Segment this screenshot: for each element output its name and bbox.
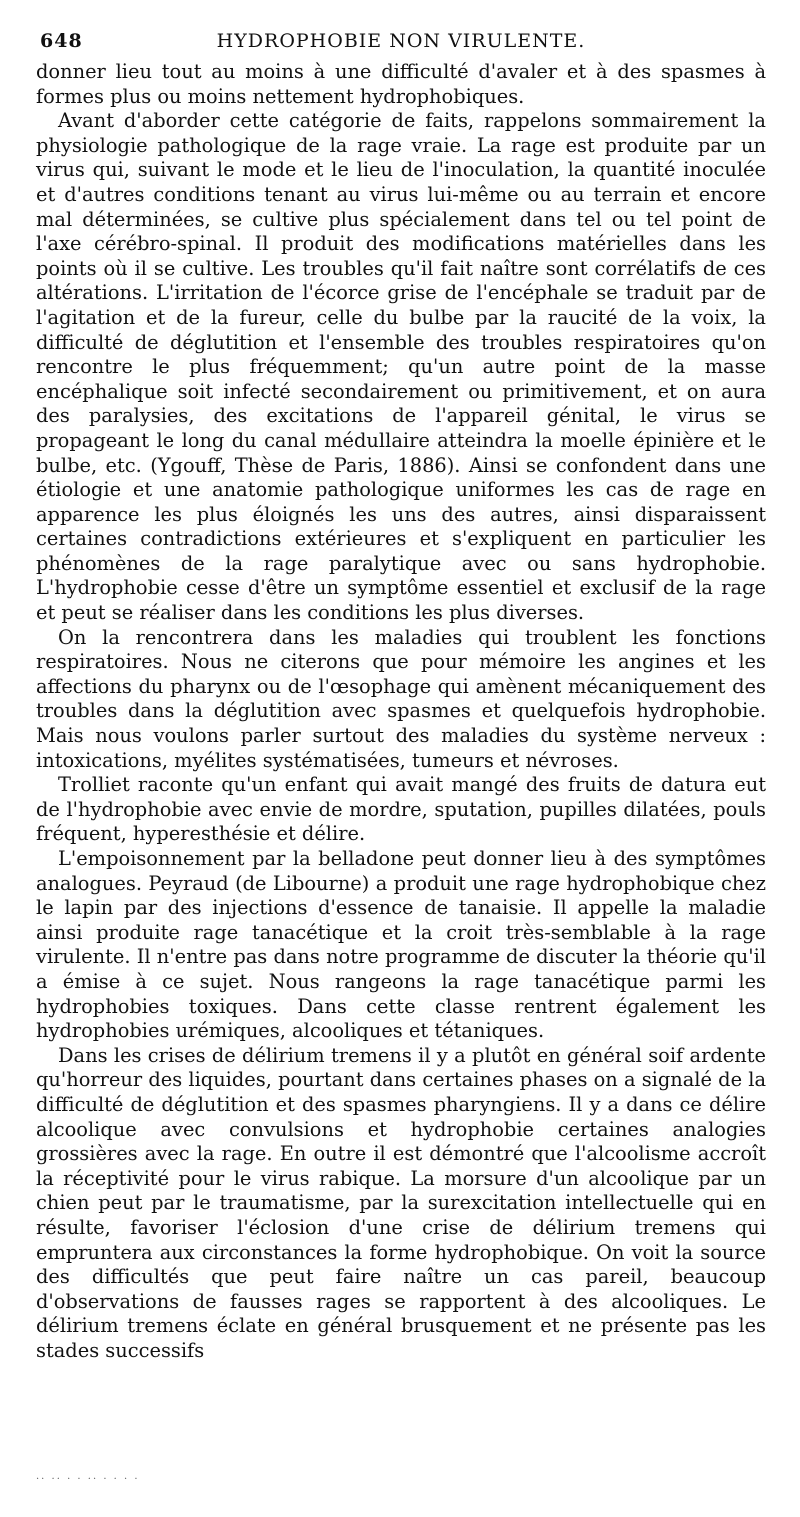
paragraph-physiology: Avant d'aborder cette catégorie de faits, rappelons sommairement la physiologie pathologique de la rage vraie. La rage est produite par un virus qui, suivant le mode et le lieu de l'inoculation, la quantité inoculée et d'autres conditions tenant au virus lui-même ou au terrain et encore mal déterminées, se cultive plus spécialement dans tel ou tel point de l'axe cérébro-spinal. Il produit des modifications matérielles dans les points où il se cultive. Les troubles qu'il fait naître sont corrélatifs de ces altérations. L'irritation de l'écorce grise de l'encéphale se traduit par de l'agitation et de la fureur, celle du bulbe par la raucité de la voix, la difficulté de déglutition et l'ensemble des troubles respiratoires qu'on rencontre le plus fréquemment; qu'un autre point de la masse encéphalique soit infecté secondairement ou primitivement, et on aura des paralysies, des excitations de l'appareil génital, le virus se propageant le long du canal médullaire atteindra la moelle épinière et le bulbe, etc. (Ygouff, Thèse de Paris, 1886). Ainsi se confondent dans une étiologie et une anatomie pathologique uniformes les cas de rage en apparence les plus éloignés les uns des autres, ainsi disparaissent certaines contradictions extérieures et s'expliquent en particulier les phénomènes de la rage paralytique avec ou sans hydrophobie. L'hydrophobie cesse d'être un symptôme essentiel et exclusif de la rage et peut se réaliser dans les conditions les plus diverses. bbox=[36, 109, 766, 625]
paragraph-respiratory-diseases: On la rencontrera dans les maladies qui troublent les fonctions respiratoires. Nous ne citerons que pour mémoire les angines et les affections du pharynx ou de l'œsophage qui amènent mécaniquement des troubles dans la déglutition avec spasmes et quelquefois hydrophobie. Mais nous voulons parler surtout des maladies du système nerveux : intoxications, myélites systématisées, tumeurs et névroses. bbox=[36, 625, 766, 772]
running-title: HYDROPHOBIE NON VIRULENTE. bbox=[216, 30, 586, 52]
body-text bbox=[36, 60, 766, 1363]
paragraph-continuation: donner lieu tout au moins à une difficulté d'avaler et à des spasmes à formes plus ou moins nettement hydrophobiques. bbox=[36, 60, 766, 108]
paragraph-delirium-tremens: Dans les crises de délirium tremens il y a plutôt en général soif ardente qu'horreur des liquides, pourtant dans certaines phases on a signalé de la difficulté de déglutition et des spasmes pharyngiens. Il y a dans ce délire alcoolique avec convulsions et hydrophobie certaines analogies grossières avec la rage. En outre il est démontré que l'alcoolisme accroît la réceptivité pour le virus rabique. La morsure d'un alcoolique par un chien peut par le traumatisme, par la surexcitation intellectuelle qui en résulte, favoriser l'éclosion d'une crise de délirium tremens qui empruntera aux circonstances la forme hydrophobique. On voit la source des difficultés que peut faire naître un cas pareil, beaucoup d'observations de fausses rages se rapportent à des alcooliques. Le délirium tremens éclate en général brusquement et ne présente pas les stades successifs bbox=[36, 1043, 766, 1362]
book-page bbox=[36, 30, 766, 1363]
paragraph-belladone: L'empoisonnement par la belladone peut donner lieu à des symptômes analogues. Peyraud (de Libourne) a produit une rage hydrophobique chez le lapin par des injections d'essence de tanaisie. Il appelle la maladie ainsi produite rage tanacétique et la croit très-semblable à la rage virulente. Il n'entre pas dans notre programme de discuter la théorie qu'il a émise à ce sujet. Nous rangeons la rage tanacétique parmi les hydrophobies toxiques. Dans cette classe rentrent également les hydrophobies urémiques, alcooliques et tétaniques. bbox=[36, 847, 766, 1043]
running-head bbox=[36, 30, 766, 60]
paragraph-datura: Trolliet raconte qu'un enfant qui avait mangé des fruits de datura eut de l'hydrophobie avec envie de mordre, sputation, pupilles dilatées, pouls fréquent, hyperesthésie et délire. bbox=[36, 773, 766, 846]
page-number: 648 bbox=[40, 30, 83, 52]
scan-artifact-marks: ·· ·· · · ·· · · · · bbox=[36, 1474, 140, 1485]
